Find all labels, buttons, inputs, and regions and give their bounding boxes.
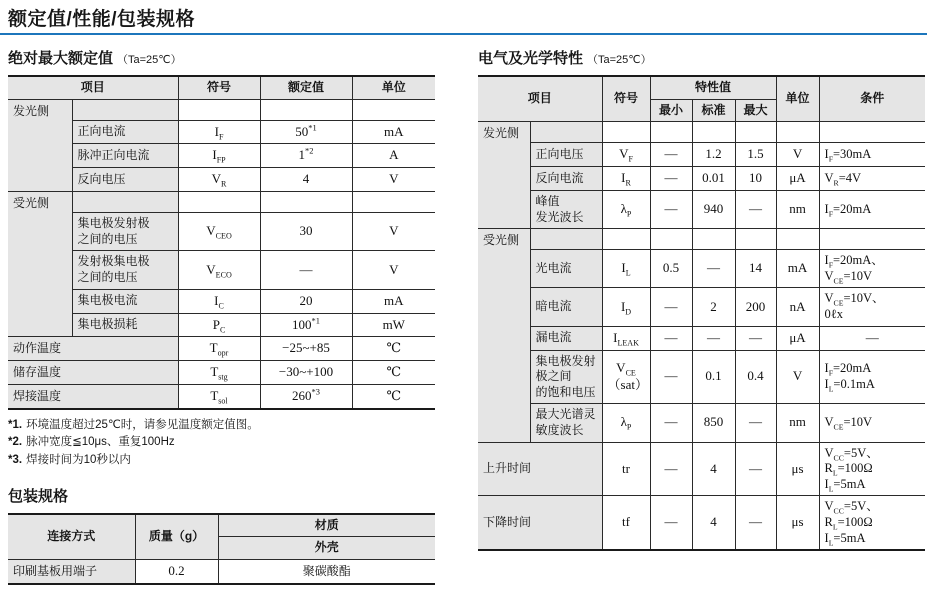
- cell: $I_L$: [602, 250, 650, 288]
- cell: 光电流: [530, 250, 602, 288]
- cell: [650, 229, 692, 250]
- cell: $V_F$: [602, 143, 650, 167]
- packaging-table-wrap: [8, 513, 435, 585]
- cell: —: [650, 288, 692, 326]
- cell: —: [650, 143, 692, 167]
- cell: —: [735, 442, 776, 496]
- cell: 0.1: [692, 350, 735, 404]
- table-row: [478, 404, 925, 442]
- cell: 外壳: [218, 537, 435, 560]
- table-row: [8, 289, 435, 313]
- table-row: [8, 120, 435, 144]
- page-title: 额定值/性能/包装规格: [8, 9, 196, 30]
- packaging-specs-table: [8, 515, 435, 583]
- cell: 反向电流: [530, 167, 602, 191]
- cell: 最大: [735, 99, 776, 122]
- cell: [776, 229, 819, 250]
- cell: $V_R$: [178, 168, 260, 192]
- section-title-text: 电气及光学特性: [478, 50, 584, 67]
- cell: [178, 99, 260, 120]
- cell: μA: [776, 167, 819, 191]
- cell: $T_{sol}$: [178, 385, 260, 408]
- cell: [72, 99, 178, 120]
- table-row: [478, 350, 925, 404]
- cell: [602, 229, 650, 250]
- cell: μA: [776, 326, 819, 350]
- table-row: [8, 251, 435, 289]
- cell: —: [650, 167, 692, 191]
- cell: 上升时间: [478, 442, 602, 496]
- cell: [260, 99, 352, 120]
- cell: 10: [735, 167, 776, 191]
- cell: 1$^{*2}$: [260, 144, 352, 168]
- cell: $\lambda_P$: [602, 404, 650, 442]
- cell: —: [735, 496, 776, 549]
- cell: 受光侧: [478, 229, 530, 442]
- cell: [819, 229, 925, 250]
- cell: —: [650, 350, 692, 404]
- cell: 30: [260, 213, 352, 251]
- cell: 受光侧: [8, 192, 72, 337]
- cell: mA: [352, 120, 435, 144]
- cell: 2: [692, 288, 735, 326]
- cell: $I_F=20mA$: [819, 190, 925, 228]
- cell: —: [819, 326, 925, 350]
- cell: 发射极集电极 之间的电压: [72, 251, 178, 289]
- footnote-mark: *2.: [8, 436, 23, 449]
- table-row: [478, 143, 925, 167]
- table-row: [8, 213, 435, 251]
- cell: 集电极发射极 之间的电压: [72, 213, 178, 251]
- cell: $V_{CEO}$: [178, 213, 260, 251]
- cell: 940: [692, 190, 735, 228]
- cell: 正向电流: [72, 120, 178, 144]
- cell: 动作温度: [8, 337, 178, 361]
- footnote-1: [8, 417, 435, 434]
- cell: [776, 122, 819, 143]
- cell: 储存温度: [8, 361, 178, 385]
- cell: 符号: [602, 77, 650, 122]
- cell: mA: [776, 250, 819, 288]
- section-title-text: 包装规格: [8, 487, 69, 505]
- cell: 20: [260, 289, 352, 313]
- cell: 1.2: [692, 143, 735, 167]
- cell: —: [650, 404, 692, 442]
- table-row: [478, 167, 925, 191]
- cell: [260, 192, 352, 213]
- cell: [735, 229, 776, 250]
- cell: [819, 122, 925, 143]
- cell: [692, 122, 735, 143]
- cell: 项目: [478, 77, 602, 122]
- cell: [352, 192, 435, 213]
- cell: nm: [776, 404, 819, 442]
- table-row: [478, 442, 925, 496]
- cell: 聚碳酸酯: [218, 560, 435, 583]
- cell: [650, 122, 692, 143]
- table-row: [478, 250, 925, 288]
- table-row: [8, 99, 435, 120]
- left-column: [8, 47, 435, 585]
- cell: 集电极发射 极之间 的饱和电压: [530, 350, 602, 404]
- cell: 集电极损耗: [72, 313, 178, 337]
- cell: −25~+85: [260, 337, 352, 361]
- absolute-maximum-ratings-table: [8, 77, 435, 408]
- cell: —: [650, 326, 692, 350]
- cell: 260$^{*3}$: [260, 385, 352, 408]
- cell: 符号: [178, 77, 260, 99]
- cell: 100$^{*1}$: [260, 313, 352, 337]
- footnote-text: 脉冲宽度≦10μs、重复100Hz: [26, 436, 175, 449]
- table-row: [8, 77, 435, 99]
- table-row: [8, 144, 435, 168]
- cell: 发光侧: [8, 99, 72, 192]
- cell: $I_F$: [178, 120, 260, 144]
- cell: $I_D$: [602, 288, 650, 326]
- cell: $V_{ECO}$: [178, 251, 260, 289]
- cell: —: [260, 251, 352, 289]
- table-row: [8, 168, 435, 192]
- section-title-text: 绝对最大额定值: [8, 50, 114, 67]
- cell: nm: [776, 190, 819, 228]
- cell: 1.5: [735, 143, 776, 167]
- table-row: [8, 313, 435, 337]
- footnotes: [8, 417, 435, 469]
- cell: 项目: [8, 77, 178, 99]
- cell: [178, 192, 260, 213]
- section-condition: （Ta=25℃）: [117, 54, 182, 66]
- footnote-text: 环境温度超过25℃时，请参见温度额定值图。: [26, 419, 259, 432]
- cell: 0.5: [650, 250, 692, 288]
- cell: 最小: [650, 99, 692, 122]
- cell: μs: [776, 442, 819, 496]
- cell: —: [692, 250, 735, 288]
- cell: 0.01: [692, 167, 735, 191]
- cell: [530, 229, 602, 250]
- cell: 850: [692, 404, 735, 442]
- cell: 标准: [692, 99, 735, 122]
- cell: 额定值: [260, 77, 352, 99]
- cell: $V_{CC}=5V$、 $R_L=100\Omega$ $I_L=5mA$: [819, 496, 925, 549]
- cell: 正向电压: [530, 143, 602, 167]
- cell: $T_{stg}$: [178, 361, 260, 385]
- cell: $P_C$: [178, 313, 260, 337]
- cell: $I_{FP}$: [178, 144, 260, 168]
- section-title-electro-optical: [478, 47, 925, 68]
- cell: $V_R=4V$: [819, 167, 925, 191]
- cell: 200: [735, 288, 776, 326]
- cell: 0.2: [135, 560, 218, 583]
- electro-optical-table-wrap: [478, 75, 925, 551]
- cell: 焊接温度: [8, 385, 178, 408]
- cell: $\lambda_P$: [602, 190, 650, 228]
- table-row: [8, 361, 435, 385]
- cell: 条件: [819, 77, 925, 122]
- table-row: [478, 77, 925, 99]
- cell: μs: [776, 496, 819, 549]
- cell: 14: [735, 250, 776, 288]
- cell: 反向电压: [72, 168, 178, 192]
- cell: $I_F=20mA$ $I_L=0.1mA$: [819, 350, 925, 404]
- cell: nA: [776, 288, 819, 326]
- cell: 峰值 发光波长: [530, 190, 602, 228]
- cell: —: [650, 442, 692, 496]
- cell: —: [735, 190, 776, 228]
- table-row: [8, 515, 435, 537]
- cell: $V_{CE}$ （sat）: [602, 350, 650, 404]
- cell: 4: [692, 442, 735, 496]
- cell: 50$^{*1}$: [260, 120, 352, 144]
- cell: 质量（g）: [135, 515, 218, 560]
- cell: [72, 192, 178, 213]
- cell: tf: [602, 496, 650, 549]
- cell: $I_R$: [602, 167, 650, 191]
- table-row: [478, 288, 925, 326]
- cell: 脉冲正向电流: [72, 144, 178, 168]
- cell: $I_F=30mA$: [819, 143, 925, 167]
- footnote-mark: *1.: [8, 419, 23, 432]
- section-condition: （Ta=25℃）: [587, 54, 652, 66]
- cell: [352, 99, 435, 120]
- cell: 连接方式: [8, 515, 135, 560]
- cell: [735, 122, 776, 143]
- cell: —: [650, 190, 692, 228]
- cell: [530, 122, 602, 143]
- title-rule: [0, 33, 927, 35]
- cell: $V_{CE}=10V$: [819, 404, 925, 442]
- cell: —: [735, 404, 776, 442]
- cell: A: [352, 144, 435, 168]
- cell: 4: [692, 496, 735, 549]
- cell: mA: [352, 289, 435, 313]
- cell: tr: [602, 442, 650, 496]
- cell: 漏电流: [530, 326, 602, 350]
- cell: V: [776, 350, 819, 404]
- footnote-text: 焊接时间为10秒以内: [26, 453, 131, 466]
- cell: V: [352, 168, 435, 192]
- table-row: [478, 326, 925, 350]
- table-row: [478, 496, 925, 549]
- cell: $V_{CC}=5V$、 $R_L=100\Omega$ $I_L=5mA$: [819, 442, 925, 496]
- table-row: [8, 192, 435, 213]
- cell: ℃: [352, 337, 435, 361]
- cell: 集电极电流: [72, 289, 178, 313]
- table-row: [478, 229, 925, 250]
- cell: [602, 122, 650, 143]
- cell: 下降时间: [478, 496, 602, 549]
- cell: —: [735, 326, 776, 350]
- cell: 暗电流: [530, 288, 602, 326]
- cell: —: [650, 496, 692, 549]
- cell: 材质: [218, 515, 435, 537]
- cell: 最大光谱灵 敏度波长: [530, 404, 602, 442]
- cell: 单位: [352, 77, 435, 99]
- table-row: [8, 337, 435, 361]
- table-row: [8, 385, 435, 408]
- cell: 单位: [776, 77, 819, 122]
- footnote-2: [8, 434, 435, 451]
- cell: V: [776, 143, 819, 167]
- cell: $V_{CE}=10V$、 0ℓx: [819, 288, 925, 326]
- cell: V: [352, 213, 435, 251]
- cell: 印刷基板用端子: [8, 560, 135, 583]
- right-column: [478, 47, 925, 551]
- cell: 0.4: [735, 350, 776, 404]
- section-title-absolute-max: [8, 47, 435, 68]
- cell: —: [692, 326, 735, 350]
- cell: 特性值: [650, 77, 776, 99]
- cell: $I_{LEAK}$: [602, 326, 650, 350]
- footnote-3: [8, 452, 435, 469]
- cell: 发光侧: [478, 122, 530, 229]
- table-row: [478, 122, 925, 143]
- cell: 4: [260, 168, 352, 192]
- electro-optical-characteristics-table: [478, 77, 925, 549]
- cell: ℃: [352, 385, 435, 408]
- cell: $I_C$: [178, 289, 260, 313]
- absolute-max-table-wrap: [8, 75, 435, 410]
- cell: −30~+100: [260, 361, 352, 385]
- table-row: [478, 190, 925, 228]
- cell: ℃: [352, 361, 435, 385]
- cell: $T_{opr}$: [178, 337, 260, 361]
- cell: mW: [352, 313, 435, 337]
- cell: [692, 229, 735, 250]
- cell: $I_F=20mA$、 $V_{CE}=10V$: [819, 250, 925, 288]
- footnote-mark: *3.: [8, 453, 23, 466]
- cell: V: [352, 251, 435, 289]
- table-row: [8, 560, 435, 583]
- section-title-packaging: [8, 485, 435, 506]
